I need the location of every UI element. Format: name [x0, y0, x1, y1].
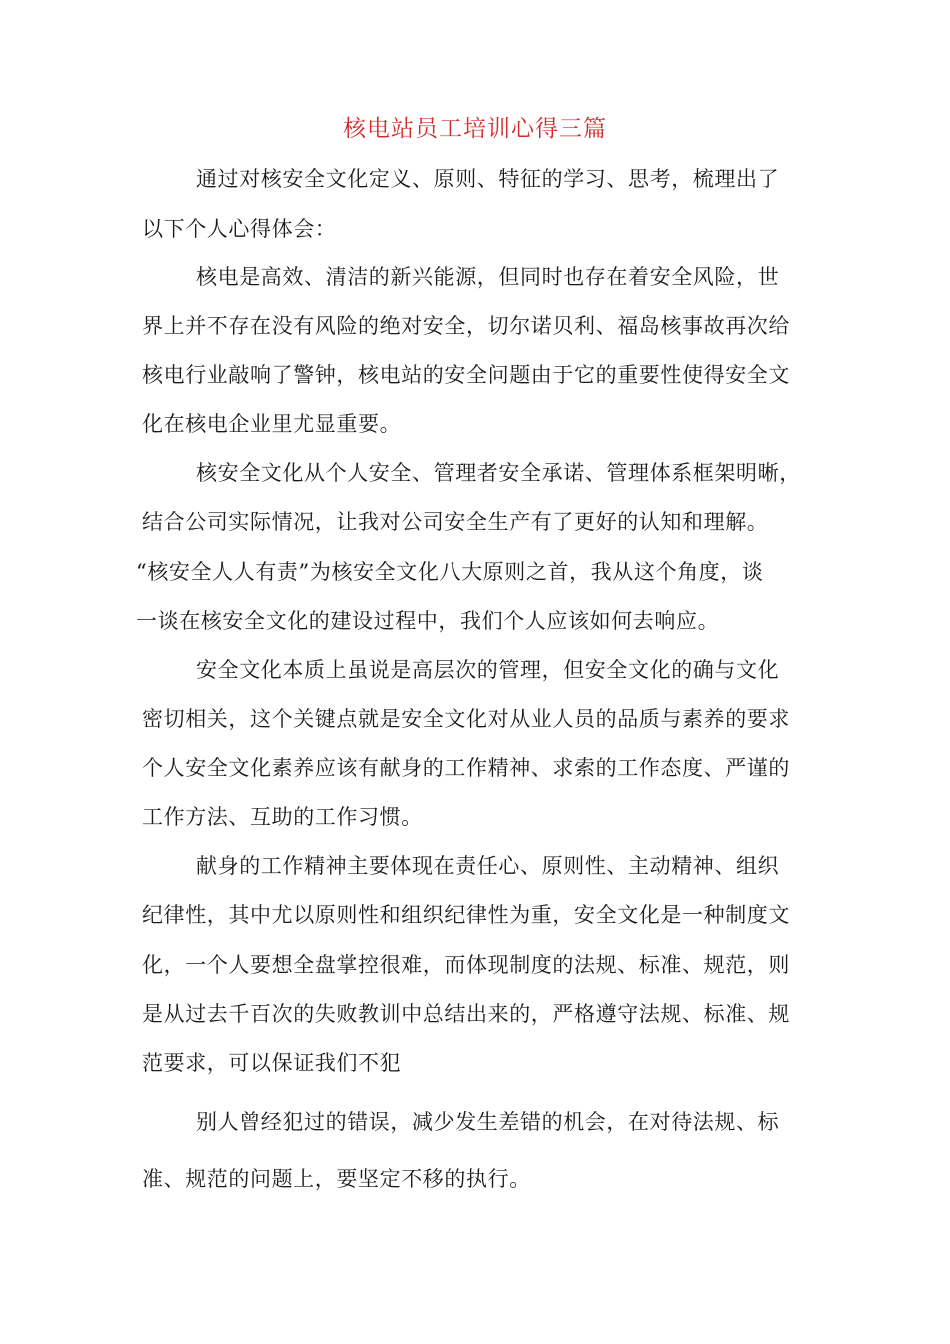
paragraph-line: 核电是高效、清洁的新兴能源，但同时也存在着安全风险，世: [196, 265, 780, 289]
paragraph-line: 安全文化本质上虽说是高层次的管理，但安全文化的确与文化: [196, 658, 780, 682]
paragraph-line: 工作方法、互助的工作习惯。: [142, 805, 423, 829]
paragraph-line: 以下个人心得体会：: [142, 217, 337, 241]
paragraph-line: 核安全文化从个人安全、管理者安全承诺、管理体系框架明晰，: [196, 461, 801, 485]
paragraph-line: 是从过去千百次的失败教训中总结出来的，严格遵守法规、标准、规: [142, 1002, 790, 1026]
paragraph-line: 一谈在核安全文化的建设过程中，我们个人应该如何去响应。: [136, 609, 720, 633]
paragraph-line: “核安全人人有责”为核安全文化八大原则之首，我从这个角度，谈: [136, 560, 764, 584]
paragraph-line: 个人安全文化素养应该有献身的工作精神、求索的工作态度、严谨的: [142, 756, 790, 780]
paragraph-line: 核电行业敲响了警钟，核电站的安全问题由于它的重要性使得安全文: [142, 363, 790, 387]
paragraph-line: 准、规范的问题上，要坚定不移的执行。: [142, 1167, 531, 1191]
paragraph-line: 界上并不存在没有风险的绝对安全，切尔诺贝利、福岛核事故再次给: [142, 314, 790, 338]
paragraph-line: 化在核电企业里尤显重要。: [142, 412, 402, 436]
paragraph-line: 纪律性，其中尤以原则性和组织纪律性为重，安全文化是一种制度文: [142, 903, 790, 927]
paragraph-line: 范要求，可以保证我们不犯: [142, 1051, 402, 1075]
paragraph-line: 结合公司实际情况，让我对公司安全生产有了更好的认知和理解。: [142, 510, 769, 534]
paragraph-line: 别人曾经犯过的错误，减少发生差错的机会，在对待法规、标: [196, 1110, 780, 1134]
paragraph-line: 密切相关，这个关键点就是安全文化对从业人员的品质与素养的要求: [142, 707, 790, 731]
paragraph-line: 通过对核安全文化定义、原则、特征的学习、思考，梳理出了: [196, 167, 780, 191]
paragraph-line: 献身的工作精神主要体现在责任心、原则性、主动精神、组织: [196, 854, 780, 878]
paragraph-line: 化，一个人要想全盘掌控很难，而体现制度的法规、标准、规范，则: [142, 953, 790, 977]
document-title: 核电站员工培训心得三篇: [343, 116, 607, 142]
